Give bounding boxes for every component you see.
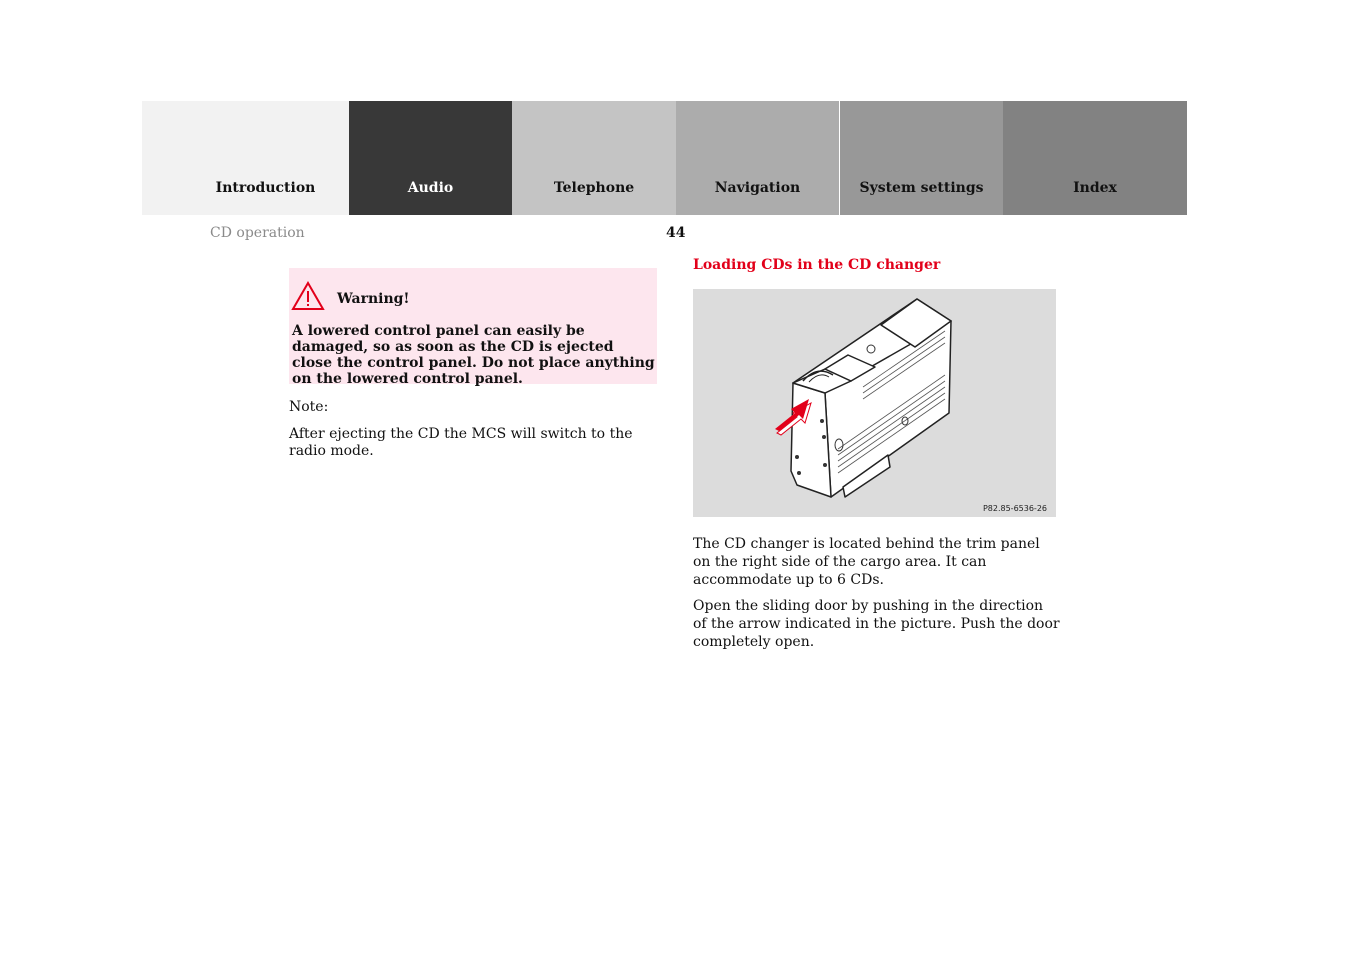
note-label: Note: — [289, 399, 329, 415]
cd-changer-illustration — [693, 289, 1056, 517]
warning-triangle-icon — [291, 281, 325, 311]
paragraph-sliding-door: Open the sliding door by pushing in the direction of the arrow indicated in the picture. Push the door completely open. — [693, 598, 1060, 650]
tab-label: System settings — [859, 180, 984, 196]
note-text: After ejecting the CD the MCS will switch to the radio mode. — [289, 426, 633, 459]
tab-audio[interactable] — [349, 101, 512, 215]
tab-system-settings[interactable] — [839, 101, 1003, 215]
warning-box — [289, 268, 657, 387]
tab-label: Navigation — [714, 180, 801, 196]
tab-navigation[interactable] — [676, 101, 839, 215]
tab-label: Introduction — [215, 180, 316, 196]
section-heading: Loading CDs in the CD changer — [693, 257, 941, 273]
cd-changer-drawing — [693, 289, 1056, 517]
page-number: 44 — [666, 225, 686, 241]
warning-text: A lowered control panel can easily be damaged, so as soon as the CD is ejected close the control panel. Do not place anything on the lowered control panel. — [292, 323, 655, 387]
tab-introduction[interactable] — [142, 101, 349, 215]
tab-label: Index — [1073, 180, 1117, 196]
section-title: CD operation — [210, 225, 305, 241]
paragraph-location: The CD changer is located behind the trim panel on the right side of the cargo area. It can accommodate up to 6 CDs. — [693, 536, 1040, 588]
figure-code: P82.85-6536-26 — [982, 504, 1047, 513]
warning-title: Warning! — [337, 291, 410, 307]
tab-label: Telephone — [553, 180, 635, 196]
tab-index[interactable] — [1003, 101, 1187, 215]
tab-label: Audio — [407, 180, 454, 196]
chapter-navigation — [142, 101, 1187, 215]
tab-telephone[interactable] — [512, 101, 676, 215]
